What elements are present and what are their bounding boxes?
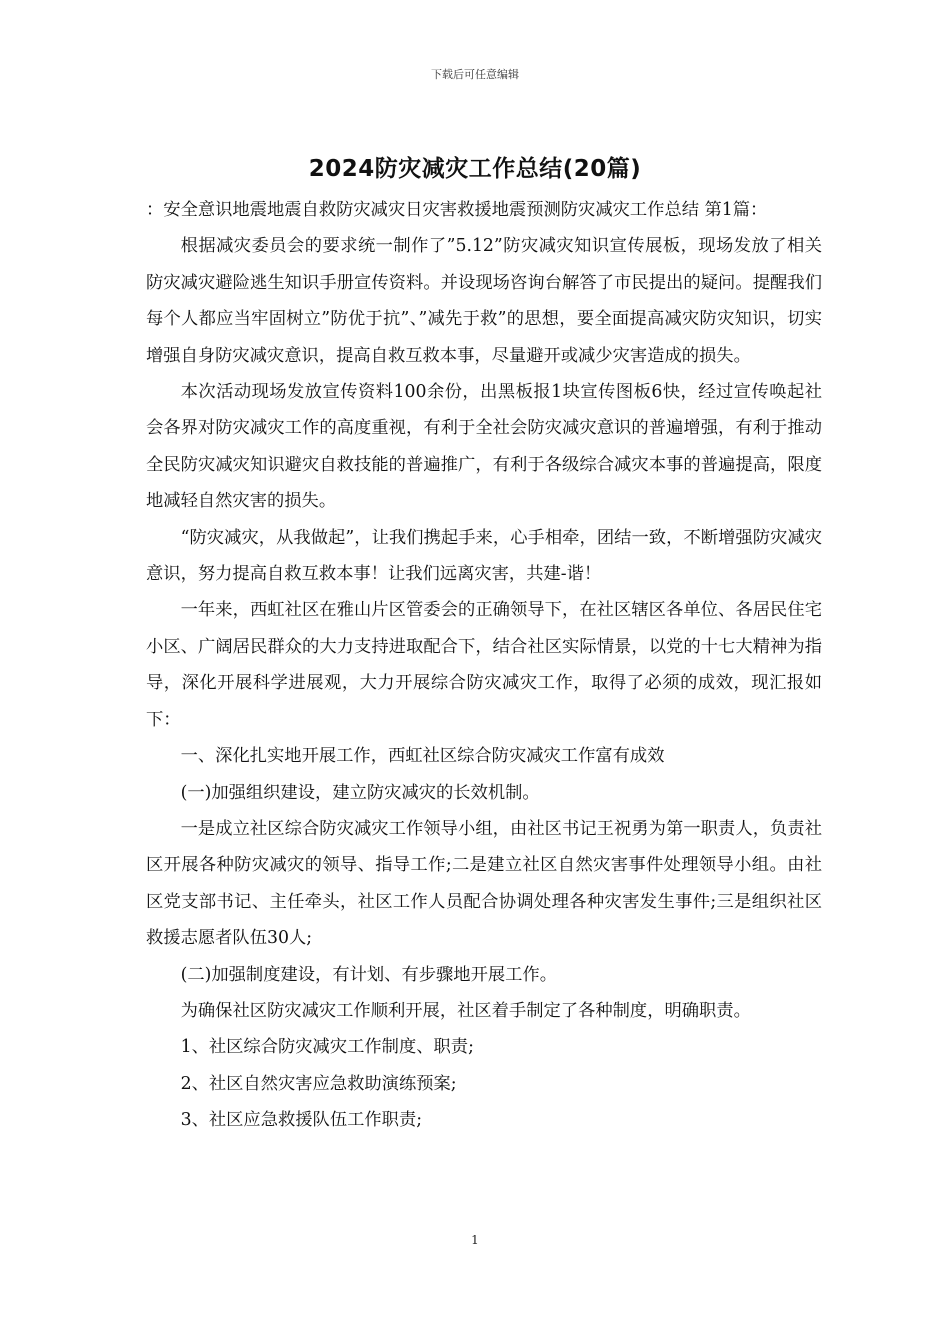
paragraph: “防灾减灾，从我做起”，让我们携起手来，心手相牵，团结一致，不断增强防灾减灾意识，努力提高自救互救本事！让我们远离灾害，共建-谐！ xyxy=(146,527,822,585)
list-item: 3、社区应急救援队伍工作职责; xyxy=(180,1110,423,1131)
paragraph: 根据减灾委员会的要求统一制作了”5.12”防灾减灾知识宣传展板，现场发放了相关防灾减灾避险逃生知识手册宣传资料。并设现场咨询台解答了市民提出的疑问。提醒我们每个人都应当牢固树立”防优于抗”、”减先于救”的思想，要全面提高减灾防灾知识，切实增强自身防灾减灾意识，提高自救互救本事，尽量避开或减少灾害造成的损失。 xyxy=(146,236,822,366)
subsection-heading: (一)加强组织建设，建立防灾减灾的长效机制。 xyxy=(180,782,540,803)
paragraph: 一年来，西虹社区在雅山片区管委会的正确领导下，在社区辖区各单位、各居民住宅小区、广阔居民群众的大力支持进取配合下，结合社区实际情景，以党的十七大精神为指导，深化开展科学进展观，大力开展综合防灾减灾工作，取得了必须的成效，现汇报如下： xyxy=(146,600,822,730)
paragraph-intro: ：安全意识地震地震自救防灾减灾日灾害救援地震预测防灾减灾工作总结 第1篇： xyxy=(146,200,768,220)
paragraph: 一是成立社区综合防灾减灾工作领导小组，由社区书记王祝勇为第一职责人，负责社区开展各种防灾减灾的领导、指导工作;二是建立社区自然灾害事件处理领导小组。由社区党支部书记、主任牵头，社区工作人员配合协调处理各种灾害发生事件;三是组织社区救援志愿者队伍30人; xyxy=(146,818,822,949)
document-body xyxy=(146,192,822,1139)
section-heading: 一、深化扎实地开展工作，西虹社区综合防灾减灾工作富有成效 xyxy=(180,746,665,767)
page-number: 1 xyxy=(471,1233,479,1247)
paragraph: 本次活动现场发放宣传资料100余份，出黑板报1块宣传图板6快，经过宣传唤起社会各界对防灾减灾工作的高度重视，有利于全社会防灾减灾意识的普遍增强，有利于推动全民防灾减灾知识避灾自救技能的普遍推广，有利于各级综合减灾本事的普遍提高，限度地减轻自然灾害的损失。 xyxy=(146,382,822,512)
page-header: 下载后可任意编辑 xyxy=(431,68,519,81)
paragraph: 为确保社区防灾减灾工作顺利开展，社区着手制定了各种制度，明确职责。 xyxy=(180,1000,751,1021)
subsection-heading: (二)加强制度建设，有计划、有步骤地开展工作。 xyxy=(180,964,557,985)
list-item: 1、社区综合防灾减灾工作制度、职责; xyxy=(180,1037,474,1058)
document-title: 2024防灾减灾工作总结(20篇) xyxy=(308,156,642,182)
list-item: 2、社区自然灾害应急救助演练预案; xyxy=(180,1073,457,1094)
